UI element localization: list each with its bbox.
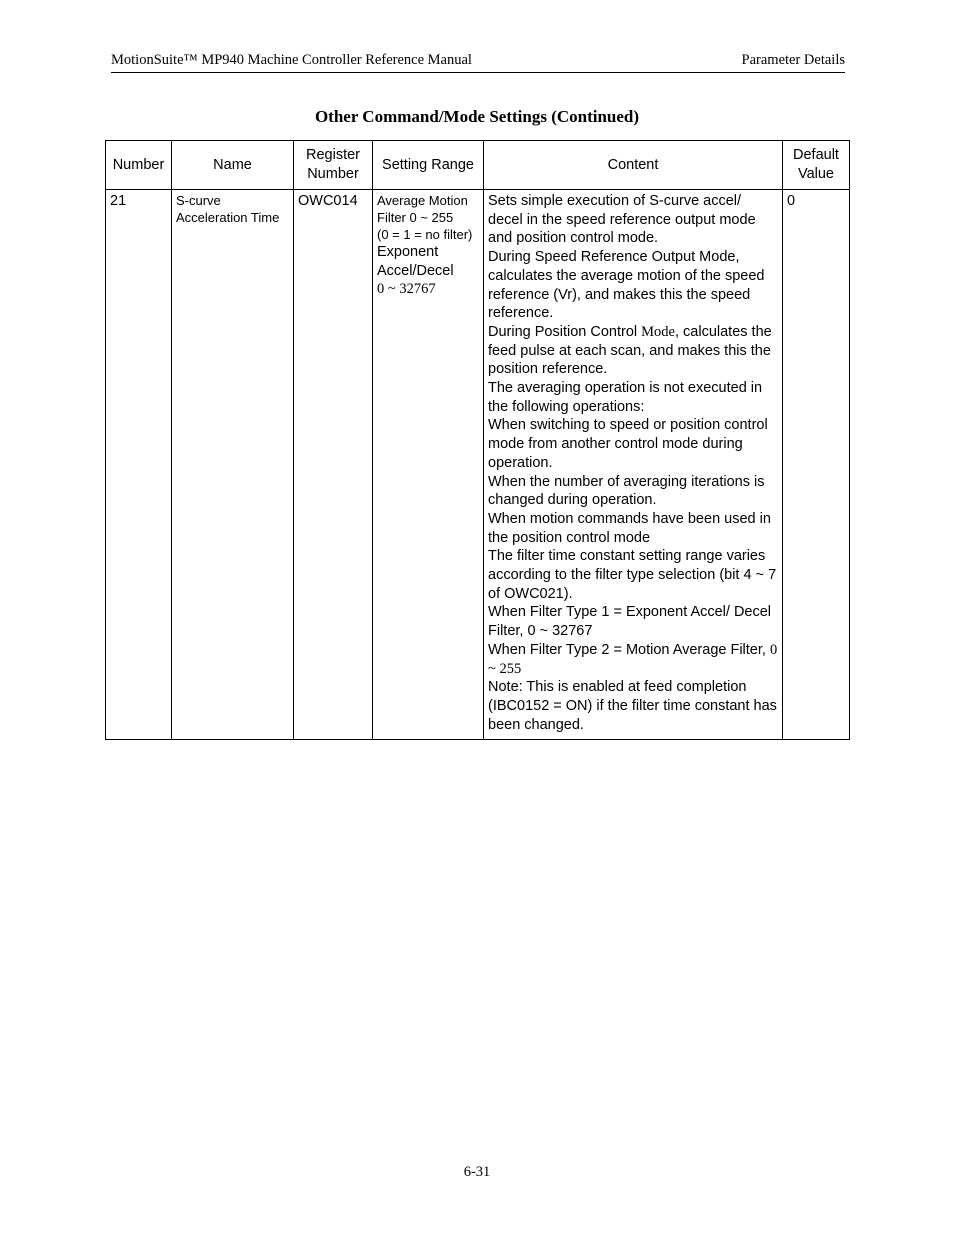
content-paragraph: When motion commands have been used in the position control mode xyxy=(488,510,771,546)
page-number: 6-31 xyxy=(463,1164,491,1180)
content-text: Mode xyxy=(641,323,675,340)
col-header-name: Name xyxy=(172,141,294,190)
col-header-register-line2: Number xyxy=(307,166,359,182)
col-header-default-line1: Default xyxy=(793,147,839,163)
content-text: 0 ~ 255 xyxy=(488,641,778,677)
content-paragraph: When switching to speed or position control mode from another control mode during operation. xyxy=(488,417,768,471)
col-header-register xyxy=(294,141,373,190)
range-average-filter xyxy=(377,192,479,243)
range-exp-line1: Exponent xyxy=(377,244,439,260)
cell-range xyxy=(373,190,484,740)
section-title: Parameter Details xyxy=(741,52,845,68)
table-row xyxy=(106,190,850,740)
content-text: During Position Control xyxy=(488,323,642,340)
cell-default: 0 xyxy=(783,190,850,740)
col-header-content: Content xyxy=(484,141,783,190)
cell-name xyxy=(172,190,294,740)
content-paragraph: Note: This is enabled at feed completion (IBC0152 = ON) if the filter time constant has been changed. xyxy=(488,679,777,733)
range-exp-line3: 0 ~ 32767 xyxy=(377,281,436,298)
cell-register: OWC014 xyxy=(294,190,373,740)
content-paragraph xyxy=(488,641,778,678)
range-avg-line2: Filter 0 ~ 255 xyxy=(377,210,454,225)
parameter-table xyxy=(105,140,850,740)
cell-content xyxy=(484,190,783,740)
content-paragraph: Sets simple execution of S-curve accel/ decel in the speed reference output mode and position control mode. xyxy=(488,193,756,247)
running-header xyxy=(111,50,845,73)
content-paragraph: The filter time constant setting range varies according to the filter type selection (bit 4 ~ 7 of OWC021). xyxy=(488,548,777,602)
col-header-range: Setting Range xyxy=(373,141,484,190)
cell-number: 21 xyxy=(106,190,172,740)
cell-name-line1: S-curve xyxy=(176,193,221,208)
content-text: When Filter Type 2 = Motion Average Filter, xyxy=(488,641,770,658)
table-header-row xyxy=(106,141,850,190)
range-avg-line3: (0 = 1 = no filter) xyxy=(377,227,473,242)
content-paragraph: When the number of averaging iterations is changed during operation. xyxy=(488,473,765,509)
range-exp-line2: Accel/Decel xyxy=(377,262,454,279)
range-avg-line1: Average Motion xyxy=(377,193,468,208)
col-header-register-line1: Register xyxy=(306,147,360,163)
content-paragraph: When Filter Type 1 = Exponent Accel/ Decel Filter, 0 ~ 32767 xyxy=(488,604,772,640)
content-paragraph: During Speed Reference Output Mode, calculates the average motion of the speed reference (Vr), and makes this the speed reference. xyxy=(488,249,765,322)
range-exponent xyxy=(377,243,479,299)
manual-title: MotionSuite™ MP940 Machine Controller Reference Manual xyxy=(111,52,472,68)
col-header-default-line2: Value xyxy=(797,166,834,182)
table-title: Other Command/Mode Settings (Continued) xyxy=(314,107,640,126)
col-header-default xyxy=(783,141,850,190)
col-header-number: Number xyxy=(106,141,172,190)
cell-name-line2: Acceleration Time xyxy=(176,210,280,225)
content-paragraph: The averaging operation is not executed in the following operations: xyxy=(488,380,763,415)
content-paragraph xyxy=(488,323,778,379)
content-text: , calculates the feed pulse at each scan, and makes this the position reference. xyxy=(488,323,772,378)
